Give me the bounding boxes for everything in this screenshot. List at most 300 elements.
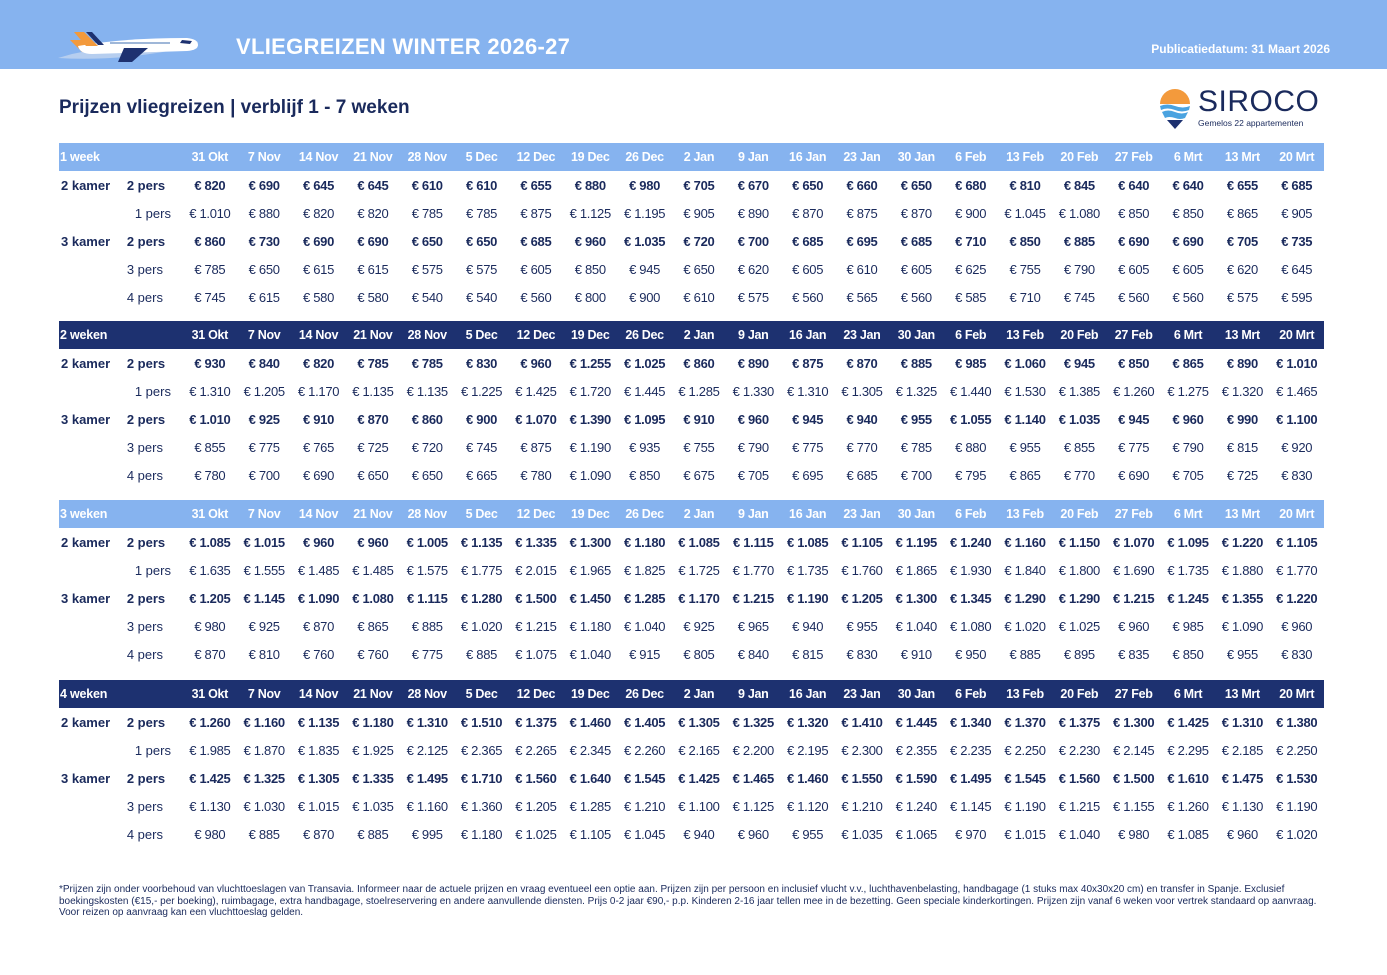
price-cell: € 1.930 [950, 562, 992, 578]
price-cell: € 1.220 [1276, 590, 1318, 606]
price-cell: € 1.010 [189, 205, 231, 221]
price-cell: € 870 [846, 355, 878, 371]
price-cell: € 1.130 [1221, 799, 1264, 815]
price-cell: € 1.390 [569, 411, 611, 427]
price-cell: € 790 [737, 440, 769, 456]
price-cell: € 960 [1118, 619, 1150, 635]
price-cell: € 2.250 [1276, 742, 1318, 758]
price-cell: € 960 [1281, 619, 1313, 635]
price-cell: € 1.090 [297, 590, 340, 606]
price-cell: € 945 [792, 411, 824, 427]
price-cell: € 745 [1063, 290, 1095, 306]
price-cell: € 850 [1118, 205, 1150, 221]
price-cell: € 2.200 [732, 742, 774, 758]
price-cell: € 1.205 [515, 799, 557, 815]
price-cell: € 640 [1172, 177, 1204, 193]
date-header: 13 Feb [1006, 507, 1044, 521]
date-header: 9 Jan [738, 150, 769, 164]
price-cell: € 1.160 [406, 799, 448, 815]
price-cell: € 1.335 [352, 770, 394, 786]
price-cell: € 1.100 [1276, 411, 1318, 427]
price-cell: € 2.015 [515, 562, 557, 578]
price-cell: € 1.255 [569, 355, 611, 371]
price-cell: € 985 [1172, 619, 1204, 635]
price-cell: € 810 [1009, 177, 1041, 193]
table-row [59, 256, 1324, 284]
date-header: 20 Mrt [1279, 687, 1315, 701]
price-cell: € 1.305 [297, 770, 340, 786]
price-cell: € 1.215 [732, 590, 774, 606]
price-cell: € 730 [248, 233, 280, 249]
price-cell: € 1.070 [1113, 534, 1155, 550]
price-cell: € 790 [1063, 262, 1095, 278]
price-cell: € 885 [1009, 647, 1041, 663]
date-header: 21 Nov [353, 328, 393, 342]
price-cell: € 910 [683, 411, 715, 427]
price-cell: € 855 [1063, 440, 1095, 456]
price-cell: € 835 [1118, 647, 1150, 663]
price-cell: € 1.275 [1167, 383, 1209, 399]
room-type: 2 kamer [61, 177, 111, 193]
price-cell: € 1.290 [1058, 590, 1100, 606]
price-cell: € 1.325 [895, 383, 937, 399]
price-cell: € 605 [900, 262, 932, 278]
price-cell: € 720 [411, 440, 443, 456]
date-header: 28 Nov [407, 507, 447, 521]
date-header: 5 Dec [465, 507, 498, 521]
price-cell: € 950 [955, 647, 987, 663]
price-cell: € 580 [357, 290, 389, 306]
price-cell: € 1.310 [189, 383, 231, 399]
price-cell: € 2.300 [841, 742, 883, 758]
date-header: 9 Jan [738, 328, 769, 342]
price-cell: € 1.325 [243, 770, 285, 786]
date-header: 13 Feb [1006, 687, 1044, 701]
price-cell: € 1.115 [406, 590, 448, 606]
price-cell: € 925 [683, 619, 715, 635]
price-cell: € 1.025 [515, 827, 557, 843]
date-header: 21 Nov [353, 687, 393, 701]
price-cell: € 1.725 [678, 562, 720, 578]
price-cell: € 1.375 [1058, 714, 1100, 730]
persons-count: 2 pers [126, 355, 166, 371]
price-cell: € 820 [194, 177, 226, 193]
price-cell: € 1.025 [623, 355, 666, 371]
price-cell: € 605 [520, 262, 552, 278]
date-header: 20 Feb [1060, 507, 1099, 521]
price-cell: € 1.335 [515, 534, 557, 550]
price-cell: € 925 [248, 619, 280, 635]
date-header: 30 Jan [897, 150, 935, 164]
date-header: 13 Mrt [1224, 687, 1260, 701]
date-header: 26 Dec [625, 507, 664, 521]
price-cell: € 960 [1172, 411, 1204, 427]
price-block-header [59, 321, 1324, 349]
price-cell: € 850 [629, 468, 661, 484]
price-cell: € 1.340 [950, 714, 992, 730]
price-cell: € 985 [955, 355, 987, 371]
price-cell: € 940 [683, 827, 715, 843]
price-cell: € 960 [357, 534, 389, 550]
price-cell: € 1.310 [406, 714, 448, 730]
table-row [59, 171, 1324, 199]
room-type: 3 kamer [61, 770, 111, 786]
persons-count: 1 pers [134, 562, 171, 578]
price-cell: € 955 [1226, 647, 1258, 663]
date-header: 27 Feb [1114, 507, 1153, 521]
price-cell: € 830 [466, 355, 498, 371]
room-type: 3 kamer [61, 590, 111, 606]
price-cell: € 1.130 [189, 799, 231, 815]
price-cell: € 940 [846, 411, 878, 427]
price-cell: € 1.105 [1276, 534, 1318, 550]
price-cell: € 2.345 [569, 742, 611, 758]
price-cell: € 1.370 [1004, 714, 1046, 730]
persons-count: 1 pers [134, 383, 171, 399]
price-cell: € 1.095 [623, 411, 666, 427]
price-cell: € 2.185 [1221, 742, 1264, 758]
price-cell: € 1.240 [950, 534, 992, 550]
table-row [59, 462, 1324, 490]
price-cell: € 690 [303, 468, 335, 484]
price-cell: € 1.080 [352, 590, 394, 606]
price-cell: € 870 [792, 205, 824, 221]
price-cell: € 605 [1172, 262, 1204, 278]
price-cell: € 820 [303, 355, 335, 371]
price-cell: € 1.735 [1167, 562, 1209, 578]
price-cell: € 1.150 [1058, 534, 1100, 550]
price-cell: € 1.320 [786, 714, 829, 730]
price-cell: € 700 [737, 233, 769, 249]
persons-count: 2 pers [126, 233, 166, 249]
price-cell: € 760 [303, 647, 335, 663]
price-cell: € 1.085 [1167, 827, 1209, 843]
price-cell: € 980 [194, 619, 226, 635]
price-cell: € 1.450 [569, 590, 611, 606]
price-cell: € 2.260 [623, 742, 666, 758]
date-header: 13 Feb [1006, 150, 1044, 164]
price-cell: € 815 [1226, 440, 1258, 456]
price-cell: € 885 [466, 647, 498, 663]
price-cell: € 705 [737, 468, 769, 484]
date-header: 19 Dec [570, 328, 610, 342]
price-cell: € 945 [1118, 411, 1150, 427]
price-cell: € 1.385 [1058, 383, 1100, 399]
price-cell: € 650 [792, 177, 824, 193]
price-cell: € 875 [846, 205, 878, 221]
price-cell: € 1.425 [678, 770, 720, 786]
price-cell: € 710 [955, 233, 987, 249]
price-cell: € 650 [900, 177, 932, 193]
price-cell: € 1.070 [515, 411, 557, 427]
price-cell: € 1.500 [515, 590, 557, 606]
date-header: 14 Nov [298, 150, 339, 164]
price-cell: € 560 [900, 290, 932, 306]
price-cell: € 1.310 [787, 383, 829, 399]
table-row [59, 434, 1324, 462]
price-cell: € 795 [955, 468, 987, 484]
date-header: 23 Jan [843, 687, 881, 701]
date-header: 13 Mrt [1224, 328, 1260, 342]
price-cell: € 1.545 [623, 770, 666, 786]
table-row [59, 528, 1324, 556]
price-cell: € 575 [737, 290, 769, 306]
price-cell: € 1.005 [406, 534, 448, 550]
price-cell: € 685 [792, 233, 824, 249]
price-cell: € 1.210 [841, 799, 883, 815]
price-cell: € 915 [629, 647, 661, 663]
date-header: 12 Dec [516, 507, 556, 521]
price-cell: € 1.440 [950, 383, 992, 399]
price-cell: € 735 [1281, 233, 1313, 249]
price-cell: € 870 [900, 205, 932, 221]
date-header: 23 Jan [843, 328, 881, 342]
price-cell: € 1.460 [786, 770, 829, 786]
price-cell: € 1.510 [460, 714, 503, 730]
price-cell: € 785 [411, 205, 443, 221]
price-block [59, 680, 1324, 849]
price-cell: € 1.240 [895, 799, 937, 815]
date-header: 6 Mrt [1173, 687, 1203, 701]
date-header: 31 Okt [191, 507, 229, 521]
price-cell: € 830 [1281, 468, 1313, 484]
price-cell: € 1.040 [623, 619, 666, 635]
price-cell: € 865 [357, 619, 389, 635]
price-cell: € 650 [466, 233, 498, 249]
price-cell: € 560 [792, 290, 824, 306]
price-cell: € 1.465 [1276, 383, 1318, 399]
price-cell: € 2.230 [1058, 742, 1100, 758]
price-cell: € 705 [1172, 468, 1204, 484]
price-cell: € 1.035 [1058, 411, 1100, 427]
price-cell: € 1.215 [515, 619, 557, 635]
price-cell: € 615 [248, 290, 280, 306]
price-cell: € 1.205 [243, 383, 285, 399]
price-cell: € 540 [411, 290, 443, 306]
price-cell: € 1.425 [189, 770, 231, 786]
price-cell: € 1.095 [1167, 534, 1209, 550]
price-cell: € 1.825 [623, 562, 666, 578]
price-cell: € 785 [357, 355, 389, 371]
table-row [59, 793, 1324, 821]
price-cell: € 1.015 [297, 799, 340, 815]
price-cell: € 705 [1226, 233, 1258, 249]
price-cell: € 1.170 [678, 590, 720, 606]
price-cell: € 870 [303, 827, 335, 843]
price-cell: € 890 [1226, 355, 1258, 371]
price-cell: € 650 [357, 468, 389, 484]
price-cell: € 1.190 [786, 590, 829, 606]
price-cell: € 1.285 [623, 590, 666, 606]
price-cell: € 1.285 [678, 383, 720, 399]
price-cell: € 665 [466, 468, 498, 484]
price-cell: € 1.015 [1004, 827, 1046, 843]
price-cell: € 1.085 [678, 534, 720, 550]
date-header: 6 Mrt [1173, 150, 1203, 164]
price-cell: € 780 [520, 468, 552, 484]
price-cell: € 850 [1172, 205, 1204, 221]
price-cell: € 855 [194, 440, 226, 456]
price-cell: € 1.035 [841, 827, 883, 843]
price-cell: € 1.360 [460, 799, 503, 815]
date-header: 7 Nov [247, 507, 281, 521]
price-cell: € 885 [357, 827, 389, 843]
price-cell: € 585 [955, 290, 987, 306]
price-cell: € 885 [411, 619, 443, 635]
price-cell: € 1.500 [1113, 770, 1155, 786]
logo-tagline: Gemelos 22 appartementen [1198, 118, 1304, 128]
price-cell: € 995 [411, 827, 443, 843]
date-header: 28 Nov [407, 687, 447, 701]
price-cell: € 1.115 [733, 534, 774, 550]
date-header: 26 Dec [625, 328, 664, 342]
price-cell: € 1.560 [515, 770, 557, 786]
date-header: 7 Nov [247, 687, 281, 701]
price-cell: € 1.215 [1058, 799, 1100, 815]
price-cell: € 670 [737, 177, 769, 193]
price-cell: € 1.030 [243, 799, 285, 815]
duration-label: 4 weken [60, 687, 108, 701]
price-cell: € 820 [303, 205, 335, 221]
price-cell: € 755 [683, 440, 715, 456]
price-cell: € 1.180 [460, 827, 503, 843]
price-block-header [59, 680, 1324, 708]
persons-count: 3 pers [126, 262, 163, 278]
footnote: *Prijzen zijn onder voorbehoud van vluchttoeslagen van Transavia. Informeer naar de actuele prijzen en vraag eventueel een optie aan. Prijzen zijn per persoon en inclusief vlucht v.v., luchthavenbelasting, handbagage (1 stuks max 40x30x20 cm) en transfer in Spanje. Exclusief boekingskosten (€15,- per boeking), ruimbagage, extra handbagage, stoelreservering en andere aanvullende diensten. Prijs 0-2 jaar €90,- p.p. Kinderen 2-16 jaar tellen mee in de bezetting. Geen speciale kinderkortingen. Prijzen zijn vanaf 6 weken voor vertrek standaard op aanvraag. Voor reizen op aanvraag kan een vluchttoeslag gelden. [59, 884, 1317, 919]
price-cell: € 1.720 [569, 383, 611, 399]
price-cell: € 1.195 [623, 205, 666, 221]
date-header: 19 Dec [570, 150, 610, 164]
price-cell: € 905 [683, 205, 715, 221]
date-header: 26 Dec [625, 150, 664, 164]
date-header: 28 Nov [407, 150, 447, 164]
table-row [59, 227, 1324, 255]
price-cell: € 1.760 [841, 562, 883, 578]
price-cell: € 895 [1063, 647, 1095, 663]
price-cell: € 1.135 [406, 383, 448, 399]
price-cell: € 840 [248, 355, 280, 371]
date-header: 6 Feb [955, 687, 987, 701]
price-cell: € 2.145 [1113, 742, 1155, 758]
room-type: 2 kamer [61, 534, 111, 550]
price-cell: € 810 [248, 647, 280, 663]
price-cell: € 1.135 [297, 714, 340, 730]
price-cell: € 1.205 [189, 590, 231, 606]
price-cell: € 785 [466, 205, 498, 221]
date-header: 12 Dec [516, 328, 556, 342]
price-cell: € 875 [520, 440, 552, 456]
price-cell: € 690 [357, 233, 389, 249]
price-block [59, 143, 1324, 312]
price-cell: € 650 [411, 233, 443, 249]
price-cell: € 1.485 [352, 562, 394, 578]
price-cell: € 1.870 [243, 742, 285, 758]
date-header: 7 Nov [247, 150, 281, 164]
price-cell: € 980 [1118, 827, 1150, 843]
price-cell: € 1.105 [841, 534, 883, 550]
price-cell: € 1.155 [1113, 799, 1155, 815]
date-header: 20 Feb [1060, 150, 1099, 164]
price-cell: € 1.055 [950, 411, 992, 427]
price-cell: € 1.140 [1004, 411, 1046, 427]
price-cell: € 840 [737, 647, 769, 663]
price-cell: € 690 [1118, 468, 1150, 484]
date-header: 2 Jan [683, 687, 715, 701]
price-cell: € 2.165 [678, 742, 720, 758]
price-cell: € 1.080 [950, 619, 992, 635]
price-cell: € 775 [792, 440, 824, 456]
price-cell: € 1.380 [1276, 714, 1318, 730]
date-header: 21 Nov [353, 507, 393, 521]
price-cell: € 1.590 [895, 770, 937, 786]
price-block-header [59, 500, 1324, 528]
persons-count: 4 pers [126, 290, 163, 306]
price-cell: € 1.280 [460, 590, 503, 606]
airplane-icon [52, 28, 202, 68]
table-row [59, 199, 1324, 227]
date-header: 27 Feb [1114, 328, 1153, 342]
table-row [59, 821, 1324, 849]
price-cell: € 1.210 [623, 799, 666, 815]
price-cell: € 690 [248, 177, 280, 193]
table-row [59, 377, 1324, 405]
price-cell: € 1.320 [1221, 383, 1264, 399]
table-row [59, 284, 1324, 312]
price-cell: € 775 [411, 647, 443, 663]
price-cell: € 820 [357, 205, 389, 221]
price-cell: € 1.010 [189, 411, 231, 427]
price-cell: € 2.235 [950, 742, 992, 758]
price-cell: € 685 [900, 233, 932, 249]
price-cell: € 945 [1063, 355, 1095, 371]
table-row [59, 641, 1324, 669]
price-cell: € 1.120 [786, 799, 829, 815]
price-cell: € 2.365 [460, 742, 503, 758]
price-cell: € 790 [1172, 440, 1204, 456]
price-cell: € 980 [629, 177, 661, 193]
price-cell: € 875 [520, 205, 552, 221]
date-header: 13 Feb [1006, 328, 1044, 342]
price-cell: € 1.530 [1276, 770, 1318, 786]
table-row [59, 584, 1324, 612]
price-cell: € 1.285 [569, 799, 611, 815]
price-cell: € 1.190 [569, 440, 611, 456]
date-header: 30 Jan [897, 507, 935, 521]
persons-count: 1 pers [134, 742, 171, 758]
persons-count: 2 pers [126, 177, 166, 193]
price-cell: € 2.265 [515, 742, 557, 758]
price-cell: € 700 [248, 468, 280, 484]
price-cell: € 720 [683, 233, 715, 249]
price-cell: € 620 [737, 262, 769, 278]
price-cell: € 885 [1063, 233, 1095, 249]
price-cell: € 655 [520, 177, 552, 193]
price-cell: € 705 [683, 177, 715, 193]
price-cell: € 2.125 [406, 742, 448, 758]
price-cell: € 1.305 [678, 714, 720, 730]
persons-count: 2 pers [126, 770, 166, 786]
persons-count: 1 pers [134, 205, 171, 221]
date-header: 21 Nov [353, 150, 393, 164]
price-cell: € 1.180 [569, 619, 611, 635]
price-cell: € 785 [900, 440, 932, 456]
price-cell: € 805 [683, 647, 715, 663]
price-cell: € 955 [846, 619, 878, 635]
price-cell: € 1.225 [460, 383, 503, 399]
price-cell: € 870 [357, 411, 389, 427]
price-cell: € 675 [683, 468, 715, 484]
price-cell: € 1.060 [1004, 355, 1046, 371]
